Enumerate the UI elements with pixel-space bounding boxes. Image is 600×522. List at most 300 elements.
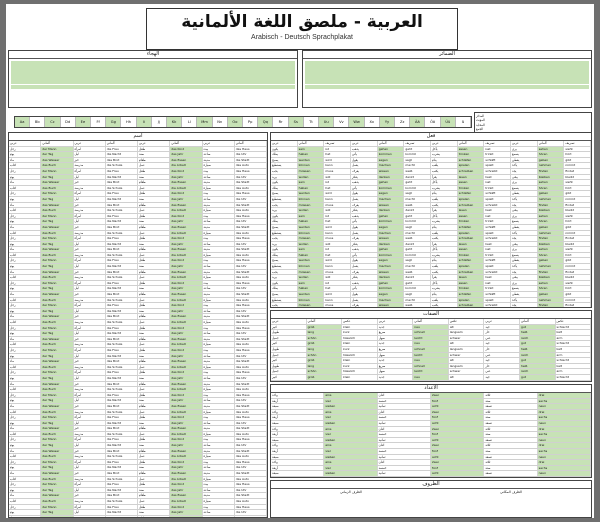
column-header: عكس — [449, 319, 485, 324]
table-cell: neun — [538, 455, 591, 460]
table-cell: مدرسة — [74, 253, 106, 258]
table-cell: die Nacht — [106, 309, 138, 314]
table-cell: طعام — [138, 203, 170, 208]
table-cell: die Stadt — [235, 426, 267, 431]
table-cell: das Auto — [235, 499, 267, 504]
table-cell: der Tag — [41, 421, 73, 426]
table-cell: gibt — [564, 292, 591, 297]
table-cell: يلعب — [431, 264, 458, 269]
table-cell: يقول — [351, 225, 378, 230]
table-cell — [556, 381, 592, 382]
table-cell: يأخذ — [511, 264, 538, 269]
table-cell: طعام — [138, 314, 170, 319]
table-cell: kommt — [404, 253, 431, 258]
alphabet-letter: Rr — [273, 117, 288, 127]
table-cell: vier — [324, 415, 377, 420]
table-cell: يسمع — [511, 152, 538, 157]
table-cell: das Auto — [235, 454, 267, 459]
table-cell: das Wasser — [41, 382, 73, 387]
table-cell: das Wasser — [41, 180, 73, 185]
table-cell: بيت — [203, 460, 235, 465]
table-cell: die Nacht — [106, 175, 138, 180]
table-cell: ثمانية — [378, 421, 431, 426]
table-cell: die Stadt — [235, 292, 267, 297]
spelling-panel — [8, 50, 298, 108]
table-cell: sehen — [538, 281, 565, 286]
table-cell: يقرأ — [431, 275, 458, 280]
table-cell: gehen — [378, 180, 405, 185]
table-cell: der Mann — [41, 505, 73, 510]
table-cell: liest — [484, 242, 511, 247]
table-cell: die Stadt — [235, 516, 267, 518]
table-cell: يصبح — [271, 158, 298, 163]
table-cell: جديد — [378, 375, 414, 380]
table-cell: امرأة — [74, 169, 106, 174]
table-cell: neu — [413, 341, 449, 346]
table-cell: das Jahr — [170, 219, 202, 224]
alphabet-letter: Ii — [137, 117, 152, 127]
table-cell: ساعة — [203, 242, 235, 247]
table-cell: يوم — [9, 465, 41, 470]
table-cell: رجل — [9, 303, 41, 308]
table-cell: حار — [484, 330, 520, 335]
table-cell: يأكل — [431, 247, 458, 252]
alphabet-letter: Ff — [91, 117, 106, 127]
alphabet-letter: Bb — [30, 117, 45, 127]
table-cell: werden — [298, 158, 325, 163]
table-cell: neun — [538, 404, 591, 409]
table-cell: müssen — [298, 236, 325, 241]
table-cell: سنة — [138, 175, 170, 180]
table-cell: ساعة — [203, 152, 235, 157]
table-cell: die Arbeit — [170, 231, 202, 236]
table-cell: das Buch — [41, 186, 73, 191]
table-cell: امرأة — [74, 147, 106, 152]
spelling-panel-body — [9, 59, 297, 91]
table-cell: ستة — [484, 399, 537, 404]
table-cell: das Essen — [170, 359, 202, 364]
table-cell: امرأة — [74, 437, 106, 442]
table-cell: das Haus — [235, 214, 267, 219]
table-cell: schreibt — [484, 303, 511, 308]
legend-item: الجمع — [476, 127, 484, 132]
table-cell: schreiben — [458, 270, 485, 275]
table-cell: خبز — [74, 426, 106, 431]
table-cell: neun — [538, 438, 591, 443]
table-cell: die Uhr — [235, 219, 267, 224]
table-cell: ستة — [484, 432, 537, 437]
table-cell: يملك — [271, 286, 298, 291]
table-cell: machen — [378, 163, 405, 168]
table-cell: liest — [484, 275, 511, 280]
table-cell: مدينة — [203, 270, 235, 275]
table-cell: ساعة — [203, 443, 235, 448]
table-cell: كتاب — [9, 365, 41, 370]
table-cell: fünf — [431, 432, 484, 437]
table-cell: تسعة — [484, 471, 537, 476]
table-cell: خمسة — [378, 466, 431, 471]
table-cell: alt — [449, 341, 485, 346]
alphabet-letter: Cc — [45, 117, 60, 127]
table-cell: عمل — [138, 410, 170, 415]
table-cell: die Uhr — [235, 152, 267, 157]
table-cell: die Nacht — [106, 242, 138, 247]
table-cell: يعطي — [511, 258, 538, 263]
table-cell: das Jahr — [170, 286, 202, 291]
table-cell: die Uhr — [235, 264, 267, 269]
table-cell: رجل — [9, 236, 41, 241]
table-cell: das Wasser — [41, 426, 73, 431]
table-cell: die Arbeit — [170, 298, 202, 303]
table-cell: يصبح — [271, 191, 298, 196]
table-cell: مدينة — [203, 225, 235, 230]
table-cell: macht — [404, 298, 431, 303]
column-header: تصريف — [564, 141, 591, 146]
table-cell: رجل — [9, 393, 41, 398]
table-cell: das Buch — [41, 231, 73, 236]
table-cell: hässlich — [342, 369, 378, 374]
table-cell: groß — [307, 341, 343, 346]
table-cell: das Auto — [235, 275, 267, 280]
table-cell: die Schule — [106, 163, 138, 168]
table-cell: sechs — [538, 449, 591, 454]
table-cell — [431, 477, 484, 478]
table-cell: der Tag — [41, 488, 73, 493]
table-cell: يعرف — [351, 303, 378, 308]
table-cell: يوم — [9, 264, 41, 269]
table-cell: ist — [324, 147, 351, 152]
table-cell: kalt — [556, 364, 592, 369]
table-cell: das Wasser — [41, 404, 73, 409]
legend-item: المحايد — [476, 122, 485, 127]
table-cell: das Jahr — [170, 465, 202, 470]
column-header: عربي — [271, 319, 307, 324]
table-cell: سبعة — [271, 438, 324, 443]
table-cell: يجد — [511, 203, 538, 208]
table-cell: trinkt — [484, 253, 511, 258]
table-cell: der Mann — [41, 169, 73, 174]
table-cell: lesen — [458, 275, 485, 280]
table-cell: reich — [520, 353, 556, 358]
table-cell: رجل — [9, 460, 41, 465]
table-cell: سنة — [138, 510, 170, 515]
table-cell: يرى — [511, 180, 538, 185]
column-header: تصريف — [324, 141, 351, 146]
table-cell: طويل — [271, 347, 307, 352]
table-cell: geht — [404, 147, 431, 152]
table-cell: مدرسة — [74, 320, 106, 325]
table-cell: die Uhr — [235, 443, 267, 448]
table-cell: das Brot — [106, 426, 138, 431]
table-cell: alt — [449, 358, 485, 363]
table-cell: das Kind — [170, 437, 202, 442]
table-cell: geht — [404, 247, 431, 252]
table-cell: die Nacht — [106, 465, 138, 470]
table-cell: das Jahr — [170, 510, 202, 515]
table-cell: kalt — [556, 347, 592, 352]
table-cell: أربعة — [271, 415, 324, 420]
table-cell: die Schule — [106, 231, 138, 236]
table-cell: eins — [324, 460, 377, 465]
table-cell: يعطي — [511, 292, 538, 297]
table-cell: رجل — [9, 214, 41, 219]
table-cell: die Frau — [106, 415, 138, 420]
table-cell: خبز — [74, 292, 106, 297]
table-cell: der Mann — [41, 191, 73, 196]
table-cell: رجل — [9, 169, 41, 174]
table-cell: طعام — [138, 449, 170, 454]
table-cell: gut — [520, 375, 556, 380]
table-cell: nehmen — [538, 231, 565, 236]
table-cell: طعام — [138, 516, 170, 518]
table-cell: مدرسة — [74, 208, 106, 213]
numbers-panel — [270, 384, 592, 478]
table-cell: das Essen — [170, 471, 202, 476]
table-cell: hört — [564, 219, 591, 224]
table-cell: kommt — [404, 186, 431, 191]
table-cell: die Schule — [106, 477, 138, 482]
table-cell: ثلاثة — [484, 460, 537, 465]
table-cell: das Jahr — [170, 443, 202, 448]
table-cell: سيارة — [203, 186, 235, 191]
alphabet-letter: Ää — [410, 117, 425, 127]
table-cell: die Nacht — [106, 152, 138, 157]
column-header: عربي — [9, 141, 41, 146]
table-cell: schön — [307, 353, 343, 358]
table-cell: der Mann — [41, 214, 73, 219]
table-cell: nimmt — [564, 197, 591, 202]
table-cell: das Auto — [235, 320, 267, 325]
table-cell: denken — [378, 175, 405, 180]
table-cell: klein — [342, 358, 378, 363]
table-cell — [378, 381, 414, 382]
table-cell: سيارة — [203, 432, 235, 437]
table-cell: das Jahr — [170, 264, 202, 269]
table-cell: der Mann — [41, 281, 73, 286]
table-cell: die Stadt — [235, 359, 267, 364]
table-cell: heiß — [520, 330, 556, 335]
table-cell: جديد — [378, 341, 414, 346]
table-cell: جيد — [484, 325, 520, 330]
table-cell: رجل — [9, 191, 41, 196]
table-cell: يشرب — [431, 152, 458, 157]
table-cell: bleiben — [538, 275, 565, 280]
alphabet-letter: Oo — [228, 117, 243, 127]
table-cell: findet — [564, 270, 591, 275]
title-box — [146, 8, 458, 50]
table-cell: امرأة — [74, 281, 106, 286]
table-cell: طفل — [138, 169, 170, 174]
table-cell: das Buch — [41, 342, 73, 347]
table-cell: wird — [324, 258, 351, 263]
table-cell: müssen — [298, 303, 325, 308]
table-cell: كبير — [271, 375, 307, 380]
table-cell: يأخذ — [511, 163, 538, 168]
table-cell: schnell — [413, 364, 449, 369]
table-cell: بيت — [203, 169, 235, 174]
table-cell: كتاب — [9, 410, 41, 415]
table-cell: die Schule — [106, 342, 138, 347]
table-cell: wird — [324, 158, 351, 163]
table-cell: بيت — [203, 236, 235, 241]
table-cell: رجل — [9, 415, 41, 420]
table-cell: drei — [538, 443, 591, 448]
table-cell: trinken — [458, 286, 485, 291]
table-cell: der Mann — [41, 147, 73, 152]
table-cell: das Wasser — [41, 247, 73, 252]
table-cell: طفل — [138, 460, 170, 465]
table-cell: bleibt — [564, 208, 591, 213]
table-cell: das Buch — [41, 208, 73, 213]
alphabet-letter: Kk — [167, 117, 182, 127]
table-cell: ماء — [9, 292, 41, 297]
table-cell: kurz — [342, 364, 378, 369]
table-cell: جيد — [484, 375, 520, 380]
table-cell: das Haus — [235, 236, 267, 241]
table-cell: finden — [538, 270, 565, 275]
table-cell: طعام — [138, 471, 170, 476]
table-cell: neu — [413, 325, 449, 330]
table-cell: يعمل — [351, 163, 378, 168]
table-cell: das Wasser — [41, 337, 73, 342]
table-cell: die Frau — [106, 460, 138, 465]
table-cell: يلعب — [431, 231, 458, 236]
table-cell: das Wasser — [41, 314, 73, 319]
table-cell: das Essen — [170, 337, 202, 342]
table-cell: der Mann — [41, 393, 73, 398]
table-cell: ساعة — [203, 398, 235, 403]
alphabet-letter: Ee — [76, 117, 91, 127]
table-cell: schlecht — [556, 358, 592, 363]
pronouns-panel-title: الضمائر — [303, 51, 591, 59]
table-cell: خمسة — [378, 415, 431, 420]
table-cell: جميل — [271, 369, 307, 374]
table-cell: der Mann — [41, 415, 73, 420]
table-cell: die Stadt — [235, 382, 267, 387]
table-cell: خبز — [74, 180, 106, 185]
table-cell: das Brot — [106, 247, 138, 252]
table-cell: das Jahr — [170, 175, 202, 180]
table-cell: سنة — [138, 197, 170, 202]
table-cell: acht — [431, 471, 484, 476]
table-cell: macht — [404, 264, 431, 269]
table-cell: يعمل — [351, 298, 378, 303]
table-cell: يأخذ — [511, 231, 538, 236]
table-cell: sechs — [538, 466, 591, 471]
table-cell: ثلاثة — [484, 393, 537, 398]
table-cell: die Uhr — [235, 465, 267, 470]
table-cell: ليل — [74, 286, 106, 291]
table-cell: مدينة — [203, 337, 235, 342]
table-cell: طفل — [138, 348, 170, 353]
table-cell: das Auto — [235, 342, 267, 347]
table-cell: das Auto — [235, 231, 267, 236]
table-cell: ماء — [9, 359, 41, 364]
table-cell: يكون — [271, 281, 298, 286]
table-cell: ساعة — [203, 465, 235, 470]
table-cell: weiß — [404, 236, 431, 241]
table-cell: hässlich — [342, 353, 378, 358]
table-cell: يوم — [9, 219, 41, 224]
table-cell: طفل — [138, 281, 170, 286]
table-cell: die Uhr — [235, 510, 267, 515]
table-cell: يكون — [271, 180, 298, 185]
table-cell: sechs — [538, 399, 591, 404]
table-cell: طعام — [138, 426, 170, 431]
column-header: ألماني — [307, 319, 343, 324]
table-cell: die Arbeit — [170, 186, 202, 191]
table-cell: يسمع — [511, 219, 538, 224]
table-cell: das Kind — [170, 169, 202, 174]
table-cell: will — [324, 208, 351, 213]
table-cell: das Auto — [235, 365, 267, 370]
column-header: ألماني — [106, 141, 138, 146]
table-cell: das Jahr — [170, 242, 202, 247]
table-cell: finden — [538, 236, 565, 241]
table-cell: das Brot — [106, 359, 138, 364]
table-cell: hat — [324, 186, 351, 191]
table-cell: كتاب — [9, 298, 41, 303]
column-header: عربي — [378, 319, 414, 324]
table-cell: يذهب — [351, 147, 378, 152]
table-cell: das Wasser — [41, 449, 73, 454]
table-cell — [324, 477, 377, 478]
table-cell: كتاب — [9, 454, 41, 459]
table-cell: spielt — [484, 231, 511, 236]
table-cell: das Auto — [235, 298, 267, 303]
table-cell: يذهب — [351, 214, 378, 219]
table-cell: يجب — [271, 303, 298, 308]
column-header: تصريف — [484, 141, 511, 146]
table-cell: das Buch — [41, 275, 73, 280]
table-cell: die Nacht — [106, 488, 138, 493]
column-header: عكس — [342, 319, 378, 324]
table-cell: مدرسة — [74, 163, 106, 168]
table-cell: خبز — [74, 471, 106, 476]
table-cell: findet — [564, 169, 591, 174]
table-cell: يجب — [271, 270, 298, 275]
table-cell: عمل — [138, 387, 170, 392]
table-cell: اثنان — [378, 460, 431, 465]
nouns-panel — [8, 132, 268, 518]
table-cell: spielen — [458, 264, 485, 269]
alphabet-letter: Vv — [334, 117, 349, 127]
table-cell: ساعة — [203, 421, 235, 426]
table-cell: ليل — [74, 510, 106, 515]
table-cell: die Arbeit — [170, 163, 202, 168]
alphabet-letter: Üü — [441, 117, 456, 127]
table-cell: ساعة — [203, 309, 235, 314]
table-cell: kommen — [378, 152, 405, 157]
table-cell: يعرف — [351, 270, 378, 275]
column-header: ألماني — [235, 141, 267, 146]
table-cell: سيارة — [203, 231, 235, 236]
table-cell: يجد — [511, 270, 538, 275]
table-cell: كتاب — [9, 432, 41, 437]
table-cell: يعطي — [511, 191, 538, 196]
table-cell: خبز — [74, 314, 106, 319]
table-cell: سنة — [138, 488, 170, 493]
table-cell: ماء — [9, 382, 41, 387]
table-cell: das Brot — [106, 404, 138, 409]
table-cell: groß — [307, 375, 343, 380]
table-cell: عمل — [138, 454, 170, 459]
table-cell: trinken — [458, 219, 485, 224]
table-cell: ساعة — [203, 354, 235, 359]
table-cell: arm — [556, 336, 592, 341]
table-cell: arm — [556, 369, 592, 374]
table-cell: das Brot — [106, 471, 138, 476]
